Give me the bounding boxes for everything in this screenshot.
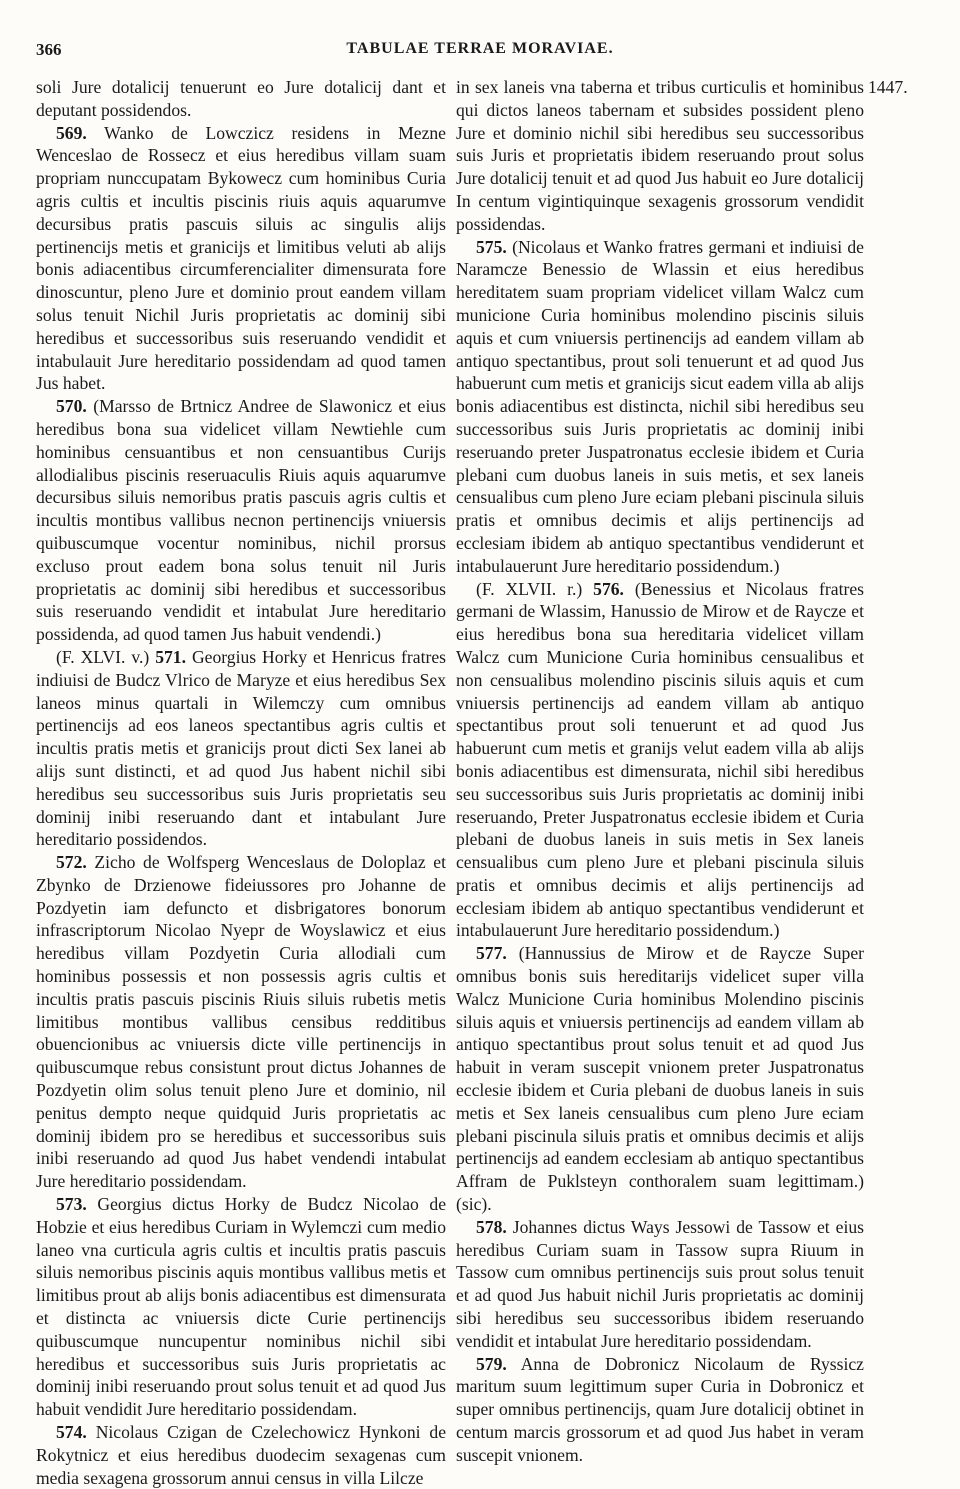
entry-578 [456, 1216, 864, 1353]
entry-number: 577. [476, 943, 507, 964]
page-number: 366 [36, 40, 62, 59]
entry-number: 573. [56, 1194, 87, 1215]
entry-577 [456, 942, 864, 1216]
entry-574 [36, 1421, 446, 1489]
entry-571 [36, 646, 446, 851]
entry-text: Anna de Dobronicz Nicolaum de Ryssicz maritum suum legittimum super Curia in Dobronicz et super omnibus pertinencijs, quam Jure dotalicij obtinet in centum marcis grossorum et ad quod Jus habet in veram suscepit vnionem. [456, 1353, 864, 1465]
entry-575 [456, 236, 864, 578]
left-column [36, 76, 446, 1489]
running-head: TABULAE TERRAE MORAVIAE. [346, 40, 614, 57]
entry-text: (Nicolaus et Wanko fratres germani et indiuisi de Naramcze Benessio de Wlassin et eius heredibus hereditatem suam propriam videlicet villam Walcz cum municione Curia hominibus molendino piscinis siluis aquis et cum vniuersis pertinencijs ad eandem villam ab antiquo spectantibus, prout soli tenuerunt et ad quod Jus habuerunt cum metis et granicijs sicut eadem villa ab alijs bonis adiacentibus est distincta, nichil sibi heredibus seu successoribus suis Juris proprietatis ac dominij inibi reseruando preter Juspatronatus ecclesie ibidem et Curia plebani cum duobus laneis in suis metis, et sex laneis censualibus cum pleno Jure eciam plebani piscinula siluis pratis et omnibus decimis et alijs pertinencijs ad ecclesiam ibidem ab antiquo spectantibus vendiderunt et intabulauerunt Jure hereditario possidendum.) [456, 236, 864, 576]
entry-573 [36, 1193, 446, 1421]
continuation-paragraph [36, 76, 446, 122]
entry-570 [36, 395, 446, 646]
margin-year-note: 1447. [868, 77, 908, 97]
entry-number: 574. [56, 1422, 87, 1443]
entry-569 [36, 122, 446, 396]
entry-number: 569. [56, 122, 87, 143]
entry-number: 570. [56, 396, 87, 417]
entry-text: (Hannussius de Mirow et de Raycze Super omnibus bonis suis hereditarijs videlicet super villa Walcz Municione Curia hominibus Molendino piscinis siluis aquis et vniuersis pertinencijs ad eandem villam ab antiquo spectantibus prout solus tenuit et ad quod Jus habuit in veram suscepit vnionem preter Juspatronatus ecclesie ibidem et Curia plebani de duobus laneis in suis metis et Sex laneis censualibus cum pleno Jure eciam plebani piscinula siluis pratis et omnibus decimis et alijs pertinencijs ad eandem ecclesiam ab antiquo spectantibus Affram de Puklsteyn conthoralem suam legittimam.) (sic). [456, 943, 865, 1215]
entry-text: Georgius dictus Horky de Budcz Nicolao de Hobzie et eius heredibus Curiam in Wylemczi cum medio laneo vna curticula agris cultis et incultis pratis pascuis siluis nemoribus piscinis aquis montibus vallibus metis et limitibus prout ab alijs bonis adiacentibus est dimensurata et distincta ac vniuersis dicte Curie pertinencijs quibuscumque nuncupentur nominibus nichil sibi heredibus et successoribus suis Juris proprietatis ac dominij inibi reseruando prout solus tenuit et ad quod Jus habuit vendidit Jure hereditario possidendam. [36, 1194, 447, 1420]
entry-text: in sex laneis vna taberna et tribus curticulis et hominibus qui dictos laneos tabernam et subsides possident pleno Jure et dominio nichil sibi heredibus seu successoribus suis Juris et proprietatis ibidem reseruando prout solus Jure dotalicij tenuit et ad quod Jus habuit eo Jure dotalicij In centum vigintiquinque sexagenis grossorum vendidit possidendas. [456, 77, 864, 234]
entry-text: Zicho de Wolfsperg Wenceslaus de Doloplaz et Zbynko de Drzienowe fideiussores pro Johanne de Pozdyetin iam defuncto et disbrigatores bonorum infrascriptorum Nicolao Nyepr de Woyslawicz et eius heredibus villam Pozdyetin Curia allodiali cum hominibus possessis et non possessis agris cultis et incultis pratis pascuis piscinis Riuis siluis rubetis metis limitibus montibus vallibus censibus redditibus obuencionibus ac vniuersis dicte ville pertinencijs in quibuscumque rebus consistunt prout dictus Johannes de Pozdyetin olim solus tenuit pleno Jure et dominio, nil penitus dempto neque quidquid Juris proprietatis ac dominij ibidem pro se heredibus et successoribus suis inibi reseruando ad quod Jus habet vendendi intabulat Jure hereditario possidendam. [36, 852, 446, 1192]
continuation-paragraph [456, 76, 864, 236]
folio-reference: (F. XLVI. v.) [56, 646, 150, 667]
entry-576 [456, 578, 864, 943]
entry-number: 571. [155, 646, 186, 667]
entry-text: Wanko de Lowczicz residens in Mezne Wenceslao de Rossecz et eius heredibus villam suam propriam nunccupatam Bykowecz cum hominibus Curia agris cultis et incultis piscinis riuis aquis aquarumve decursibus pratis pascuis siluis ac singulis alijs pertinencijs metis et granicijs et limitibus veluti ab alijs bonis adiacentibus circumferencialiter dimensurata fore dinoscuntur, pleno Jure et dominio prout eandem villam solus tenuit Nichil Juris proprietatis ac dominij sibi heredibus et successoribus suis reseruando vendidit et intabulauit Jure hereditario possidendam ad quod tamen Jus habet. [36, 122, 446, 394]
right-column [456, 76, 864, 1467]
folio-reference: (F. XLVII. r.) [476, 578, 583, 599]
entry-text: Johannes dictus Ways Jessowi de Tassow et eius heredibus Curiam suam in Tassow supra Riuum in Tassow cum omnibus pertinencijs suis prout solus tenuit et ad quod Jus habuit nichil Juris proprietatis ac dominij sibi heredibus seu successoribus ibidem reseruando vendidit et intabulat Jure hereditario possidendam. [456, 1216, 864, 1351]
entry-number: 576. [593, 578, 624, 599]
entry-text: Nicolaus Czigan de Czelechowicz Hynkoni de Rokytnicz et eius heredibus duodecim sexagenas cum media sexagena grossorum annui census in villa Lilcze [36, 1422, 446, 1488]
entry-text: (Marsso de Brtnicz Andree de Slawonicz et eius heredibus bona sua videlicet villam Newtiehle cum hominibus censuantibus et non censuantibus Curijs allodialibus piscinis reseruaculis Riuis aquis aquarumve decursibus siluis nemoribus pratis pascuis agris cultis et incultis montibus vallibus necnon pertinencijs vniuersis quibuscumque vocentur nominibus, nichil prorsus excluso prout eadem bona solus tenuit nil Juris proprietatis ac dominij sibi heredibus et successoribus suis reseruando vendidit et intabulat Jure hereditario possidenda, ad quod tamen Jus habuit vendendi.) [36, 396, 447, 645]
entry-text: soli Jure dotalicij tenuerunt eo Jure dotalicij dant et deputant possidendos. [36, 77, 446, 120]
entry-579 [456, 1353, 864, 1467]
entry-text: Georgius Horky et Henricus fratres indiuisi de Budcz Vlrico de Maryze et eius heredibus Sex laneos minus quartali in Wilemczy cum omnibus pertinencijs ad eos laneos spectantibus agris cultis et incultis pratis metis et granicijs prout dicti Sex lanei ab alijs sunt distincti, et ad quod Jus habent nichil sibi heredibus seu successoribus suis Juris proprietatis seu dominij inibi reseruando dant et intabulant Jure hereditario possidendos. [36, 646, 446, 850]
entry-number: 575. [476, 236, 507, 257]
entry-number: 572. [56, 852, 87, 873]
entry-number: 579. [476, 1353, 507, 1374]
entry-572 [36, 851, 446, 1193]
entry-text: (Benessius et Nicolaus fratres germani de Wlassim, Hanussio de Mirow et de Raycze et eius heredibus bona sua hereditaria videlicet villam Walcz cum Municione Curia hominibus censualibus et non censualibus molendino piscinis siluis aquis et cum vniuersis pertinencijs ad eandem villam ab antiquo spectantibus prout soli tenuerunt et ad quod Jus habuerunt cum metis et granijs velut eadem villa ab alijs bonis adiacentibus est dimensurata, nichil sibi heredibus seu successoribus suis Juris proprietatis ac dominij inibi reseruando, Preter Juspatronatus ecclesie ibidem et Curia plebani de duobus laneis in suis metis in Sex laneis censualibus cum pleno Jure et plebani piscinula siluis pratis et omnibus decimis et alijs pertinencijs ad ecclesiam ibidem ab antiquo spectantibus vendiderunt et intabulauerunt Jure hereditario possidendum.) [456, 578, 864, 941]
page-header [36, 40, 924, 68]
entry-number: 578. [476, 1216, 507, 1237]
